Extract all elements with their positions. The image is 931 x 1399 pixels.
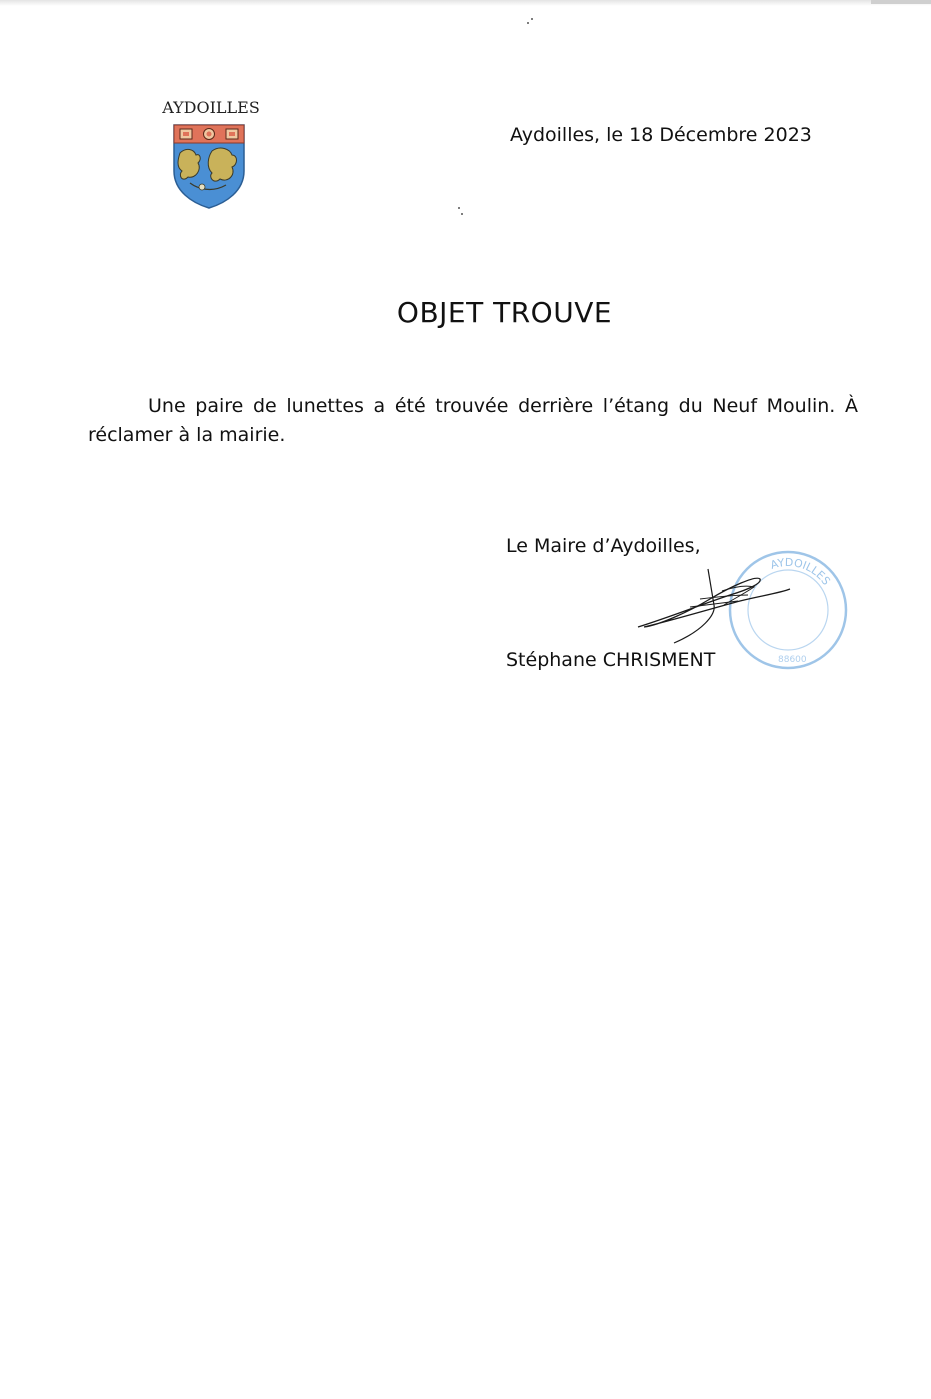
date-line: Aydoilles, le 18 Décembre 2023 xyxy=(510,124,812,146)
svg-text:88600: 88600 xyxy=(778,655,807,665)
document-title: OBJET TROUVE xyxy=(396,296,613,329)
scan-speck xyxy=(461,213,463,215)
scan-speck xyxy=(527,22,529,24)
handwritten-signature-icon xyxy=(630,565,800,645)
letterhead xyxy=(150,98,270,209)
commune-name: AYDOILLES xyxy=(162,98,260,117)
scan-edge-mark xyxy=(871,0,931,4)
signatory-name: Stéphane CHRISMENT xyxy=(506,649,716,671)
scan-speck xyxy=(531,18,533,20)
closing-line: Le Maire d’Aydoilles, xyxy=(506,535,701,557)
svg-text:AYDOILLES: AYDOILLES xyxy=(768,555,833,588)
coat-of-arms-icon xyxy=(172,123,246,209)
scan-speck xyxy=(458,207,460,209)
notice-body: Une paire de lunettes a été trouvée derrière l’étang du Neuf Moulin. À réclamer à la mairie. xyxy=(88,395,858,446)
scan-edge xyxy=(0,0,931,6)
